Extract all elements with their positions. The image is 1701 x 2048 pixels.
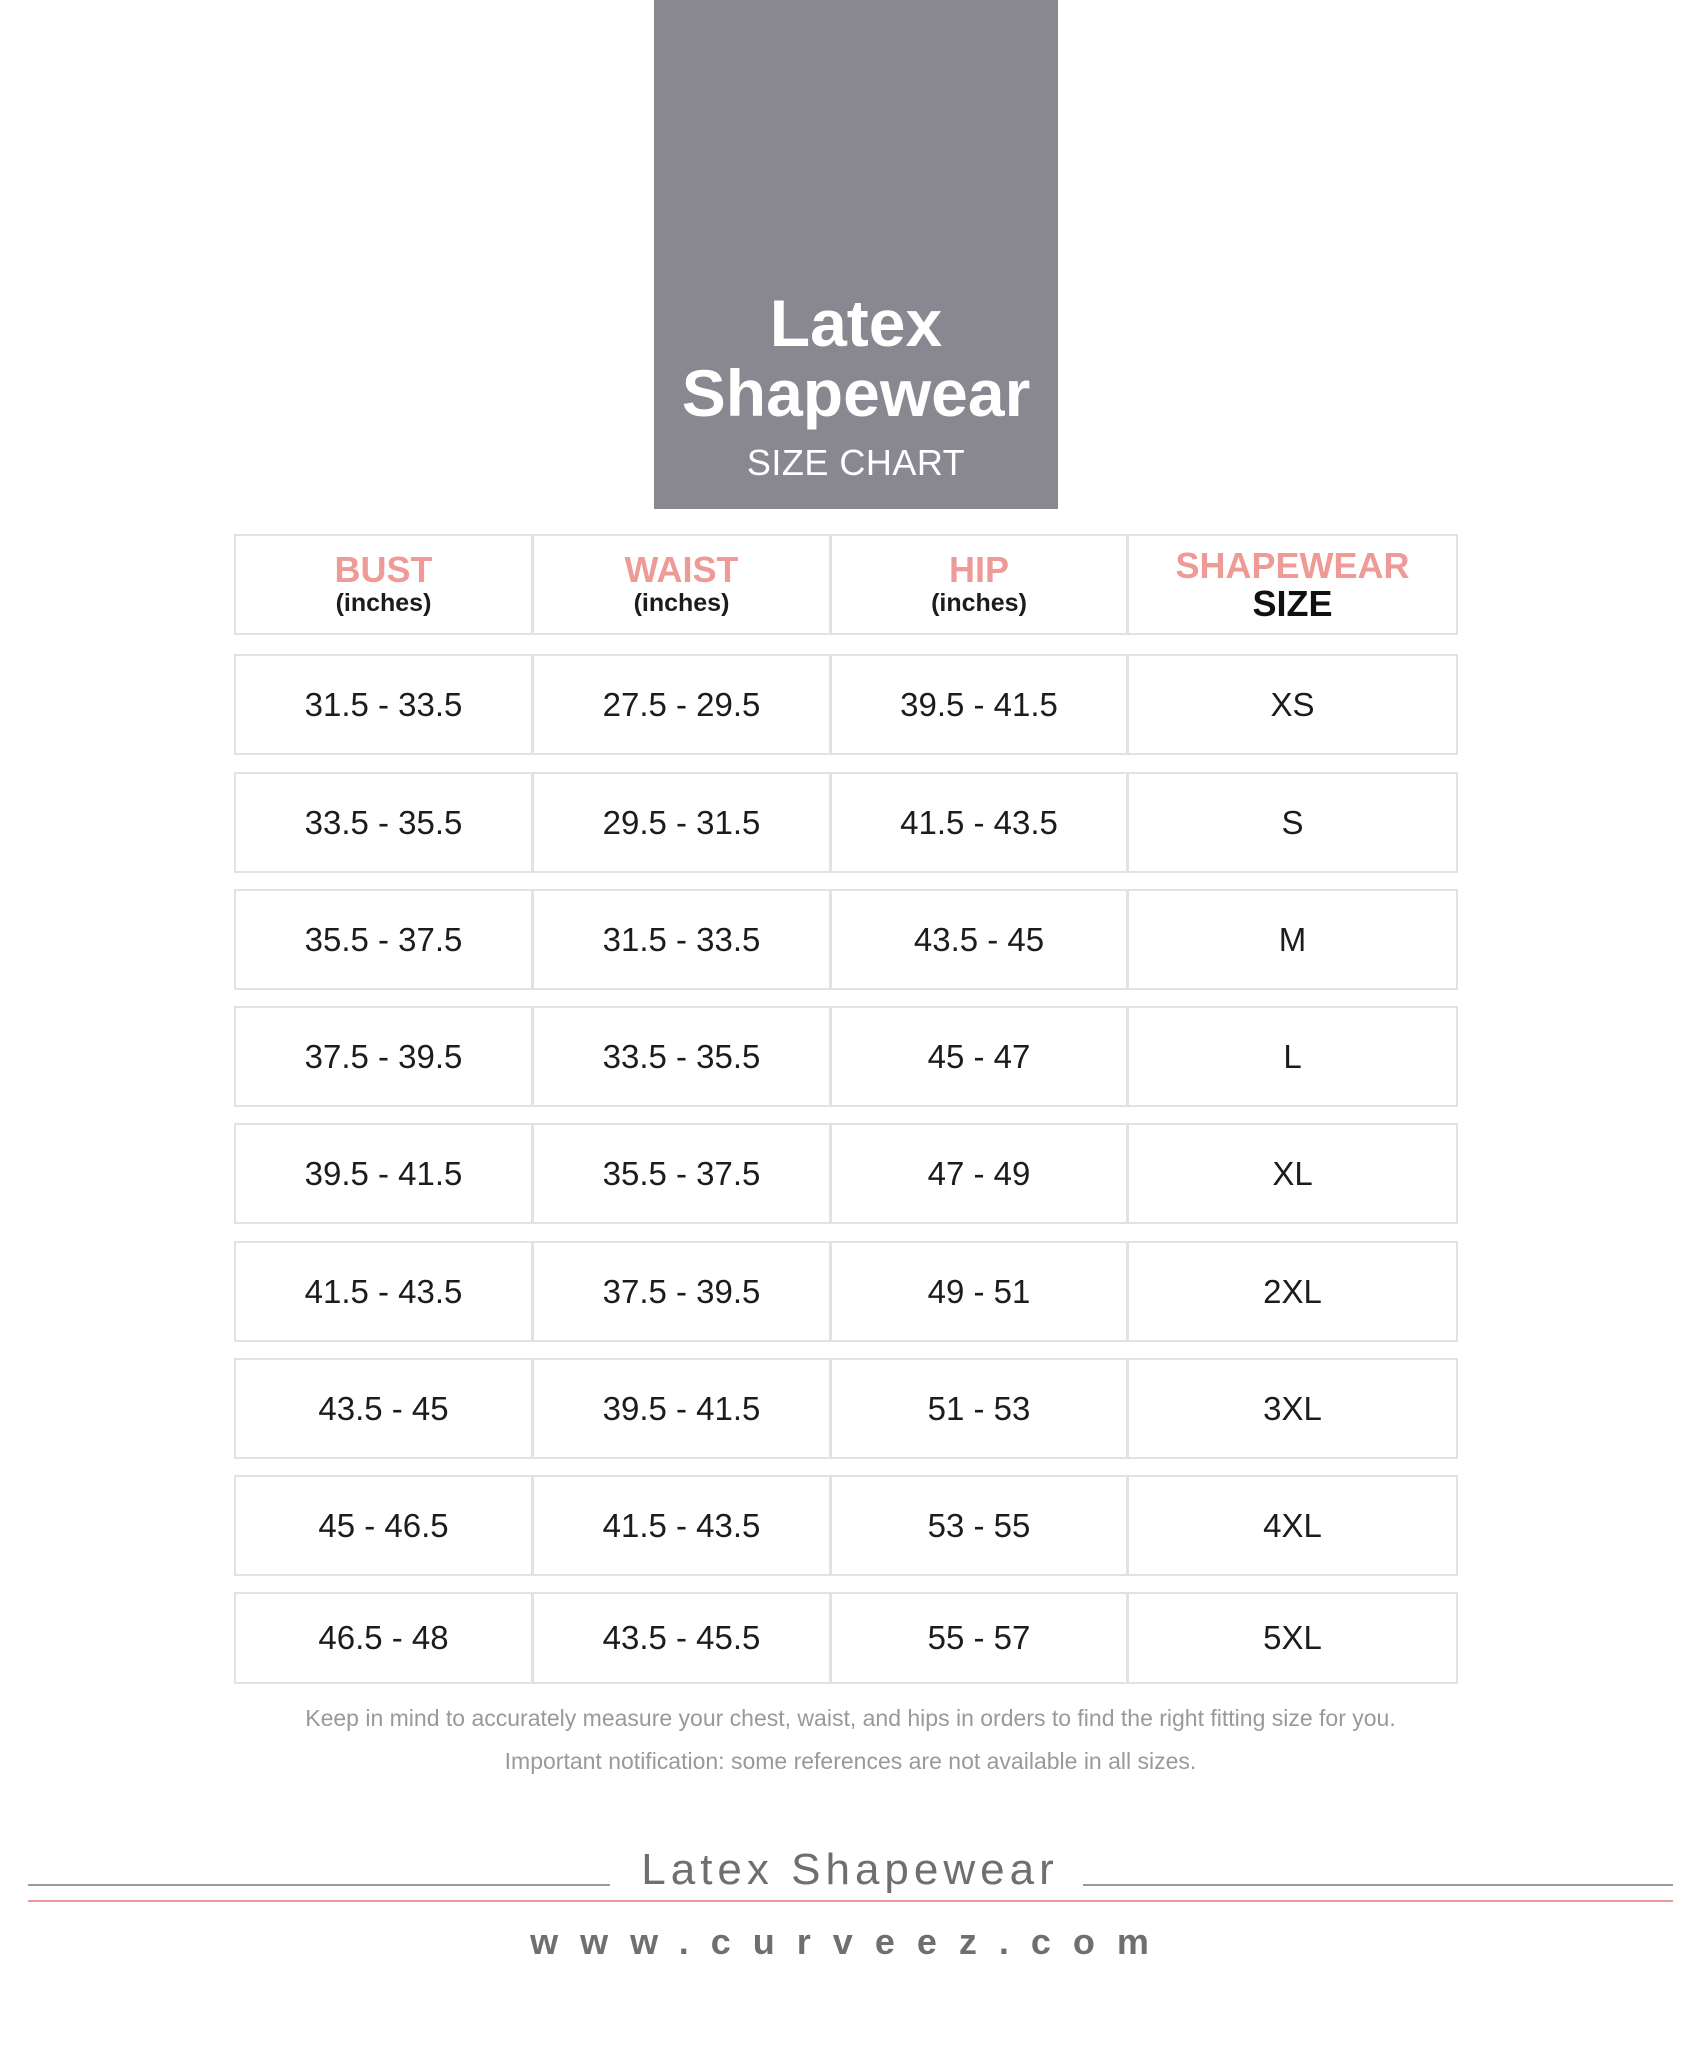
table-row (234, 1358, 1458, 1459)
waist-cell: 33.5 - 35.5 (534, 1008, 832, 1105)
hip-cell: 39.5 - 41.5 (832, 656, 1129, 753)
table-header-row (234, 534, 1458, 635)
size-cell: XL (1272, 1154, 1313, 1192)
measurement-note: Keep in mind to accurately measure your chest, waist, and hips in orders to find the right fitting size for you. (305, 1705, 1396, 1731)
footer-url[interactable]: www.curveez.com (530, 1921, 1171, 1962)
waist-cell: 37.5 - 39.5 (534, 1243, 832, 1340)
bust-cell: 31.5 - 33.5 (236, 656, 534, 753)
availability-note: Important notification: some references are not available in all sizes. (504, 1748, 1197, 1774)
hip-cell: 55 - 57 (832, 1594, 1129, 1682)
header-waist-unit: (inches) (633, 589, 730, 618)
header-waist (534, 536, 832, 633)
size-cell: XS (1270, 685, 1315, 723)
size-cell: M (1278, 920, 1307, 958)
bust-cell: 43.5 - 45 (236, 1360, 534, 1457)
bust-cell: 37.5 - 39.5 (236, 1008, 534, 1105)
waist-cell: 41.5 - 43.5 (534, 1477, 832, 1574)
table-row (234, 1123, 1458, 1224)
size-cell: 3XL (1263, 1389, 1322, 1427)
footer-gray-line-left (28, 1884, 610, 1886)
hip-cell: 41.5 - 43.5 (832, 774, 1129, 871)
hip-cell: 53 - 55 (832, 1477, 1129, 1574)
title-subtitle: SIZE CHART (746, 442, 966, 483)
header-hip-label: HIP (948, 549, 1009, 591)
title-line-2: Shapewear (681, 356, 1031, 430)
bust-cell: 46.5 - 48 (236, 1594, 534, 1682)
bust-cell: 45 - 46.5 (236, 1477, 534, 1574)
size-cell: 2XL (1263, 1272, 1322, 1310)
footer-title: Latex Shapewear (641, 1845, 1059, 1894)
waist-cell: 29.5 - 31.5 (534, 774, 832, 871)
hip-cell: 47 - 49 (832, 1125, 1129, 1222)
table-row (234, 654, 1458, 755)
table-row (234, 1592, 1458, 1684)
table-row (234, 1241, 1458, 1342)
bust-cell: 33.5 - 35.5 (236, 774, 534, 871)
header-shapewear-label: SHAPEWEAR (1175, 544, 1410, 586)
title-line-1: Latex (769, 286, 943, 360)
hip-cell: 49 - 51 (832, 1243, 1129, 1340)
hip-cell: 43.5 - 45 (832, 891, 1129, 988)
size-cell: S (1281, 803, 1304, 841)
waist-cell: 31.5 - 33.5 (534, 891, 832, 988)
header-hip (832, 536, 1129, 633)
footer-gray-line-right (1083, 1884, 1673, 1886)
size-cell: L (1283, 1037, 1302, 1075)
bust-cell: 39.5 - 41.5 (236, 1125, 534, 1222)
waist-cell: 43.5 - 45.5 (534, 1594, 832, 1682)
header-bust-unit: (inches) (335, 589, 432, 618)
bust-cell: 41.5 - 43.5 (236, 1243, 534, 1340)
bust-cell: 35.5 - 37.5 (236, 891, 534, 988)
header-bust-label: BUST (334, 549, 433, 591)
header-size-label: SIZE (1252, 582, 1333, 624)
waist-cell: 39.5 - 41.5 (534, 1360, 832, 1457)
footer-pink-line (28, 1900, 1673, 1902)
table-row (234, 1475, 1458, 1576)
header-hip-unit: (inches) (931, 589, 1027, 618)
header-shapewear-size (1129, 536, 1456, 633)
size-cell: 5XL (1263, 1619, 1322, 1656)
table-row (234, 889, 1458, 990)
title-box (654, 0, 1058, 509)
size-cell: 4XL (1263, 1506, 1322, 1544)
header-bust (236, 536, 534, 633)
waist-cell: 35.5 - 37.5 (534, 1125, 832, 1222)
header-waist-label: WAIST (624, 549, 739, 591)
hip-cell: 45 - 47 (832, 1008, 1129, 1105)
table-row (234, 1006, 1458, 1107)
waist-cell: 27.5 - 29.5 (534, 656, 832, 753)
hip-cell: 51 - 53 (832, 1360, 1129, 1457)
table-row (234, 772, 1458, 873)
